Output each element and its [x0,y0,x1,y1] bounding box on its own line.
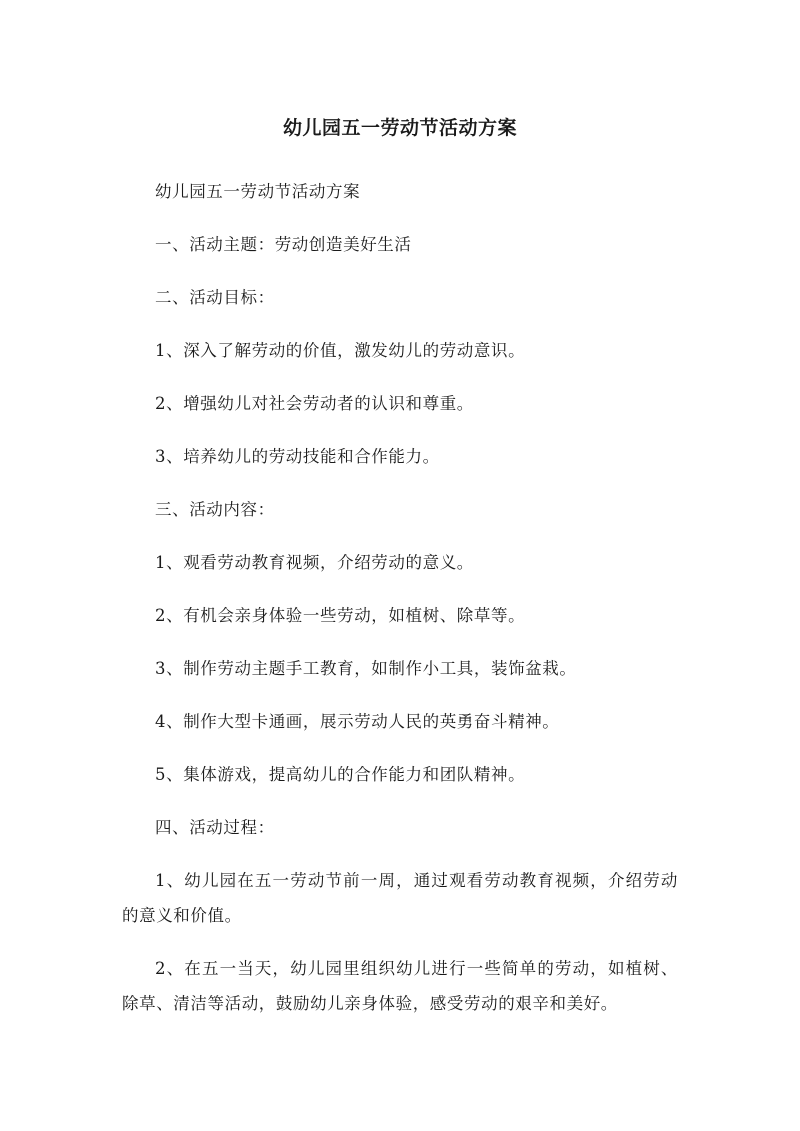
paragraph-content-1: 1、观看劳动教育视频，介绍劳动的意义。 [155,553,474,572]
paragraph-content-4: 4、制作大型卡通画，展示劳动人民的英勇奋斗精神。 [155,712,560,731]
paragraph-goals-heading: 二、活动目标： [155,288,275,307]
paragraph-goal-3: 3、培养幼儿的劳动技能和合作能力。 [155,447,440,466]
paragraph-content-5: 5、集体游戏，提高幼儿的合作能力和团队精神。 [155,765,526,784]
document-body [122,174,678,1039]
paragraph-process-1: 1、幼儿园在五一劳动节前一周，通过观看劳动教育视频，介绍劳动的意义和价值。 [122,871,678,925]
paragraph-goal-2: 2、增强幼儿对社会劳动者的认识和尊重。 [155,394,474,413]
paragraph-content-2: 2、有机会亲身体验一些劳动，如植树、除草等。 [155,606,526,625]
paragraph-process-heading: 四、活动过程： [155,818,275,837]
paragraph-content-3: 3、制作劳动主题手工教育，如制作小工具，装饰盆栽。 [155,659,577,678]
paragraph-theme: 一、活动主题：劳动创造美好生活 [155,235,412,254]
document-title: 幼儿园五一劳动节活动方案 [282,117,517,139]
paragraph-content-heading: 三、活动内容： [155,500,275,519]
paragraph-subtitle: 幼儿园五一劳动节活动方案 [155,182,361,201]
paragraph-process-2: 2、在五一当天，幼儿园里组织幼儿进行一些简单的劳动，如植树、除草、清洁等活动，鼓励幼儿亲身体验，感受劳动的艰辛和美好。 [122,959,678,1013]
paragraph-goal-1: 1、深入了解劳动的价值，激发幼儿的劳动意识。 [155,341,526,360]
